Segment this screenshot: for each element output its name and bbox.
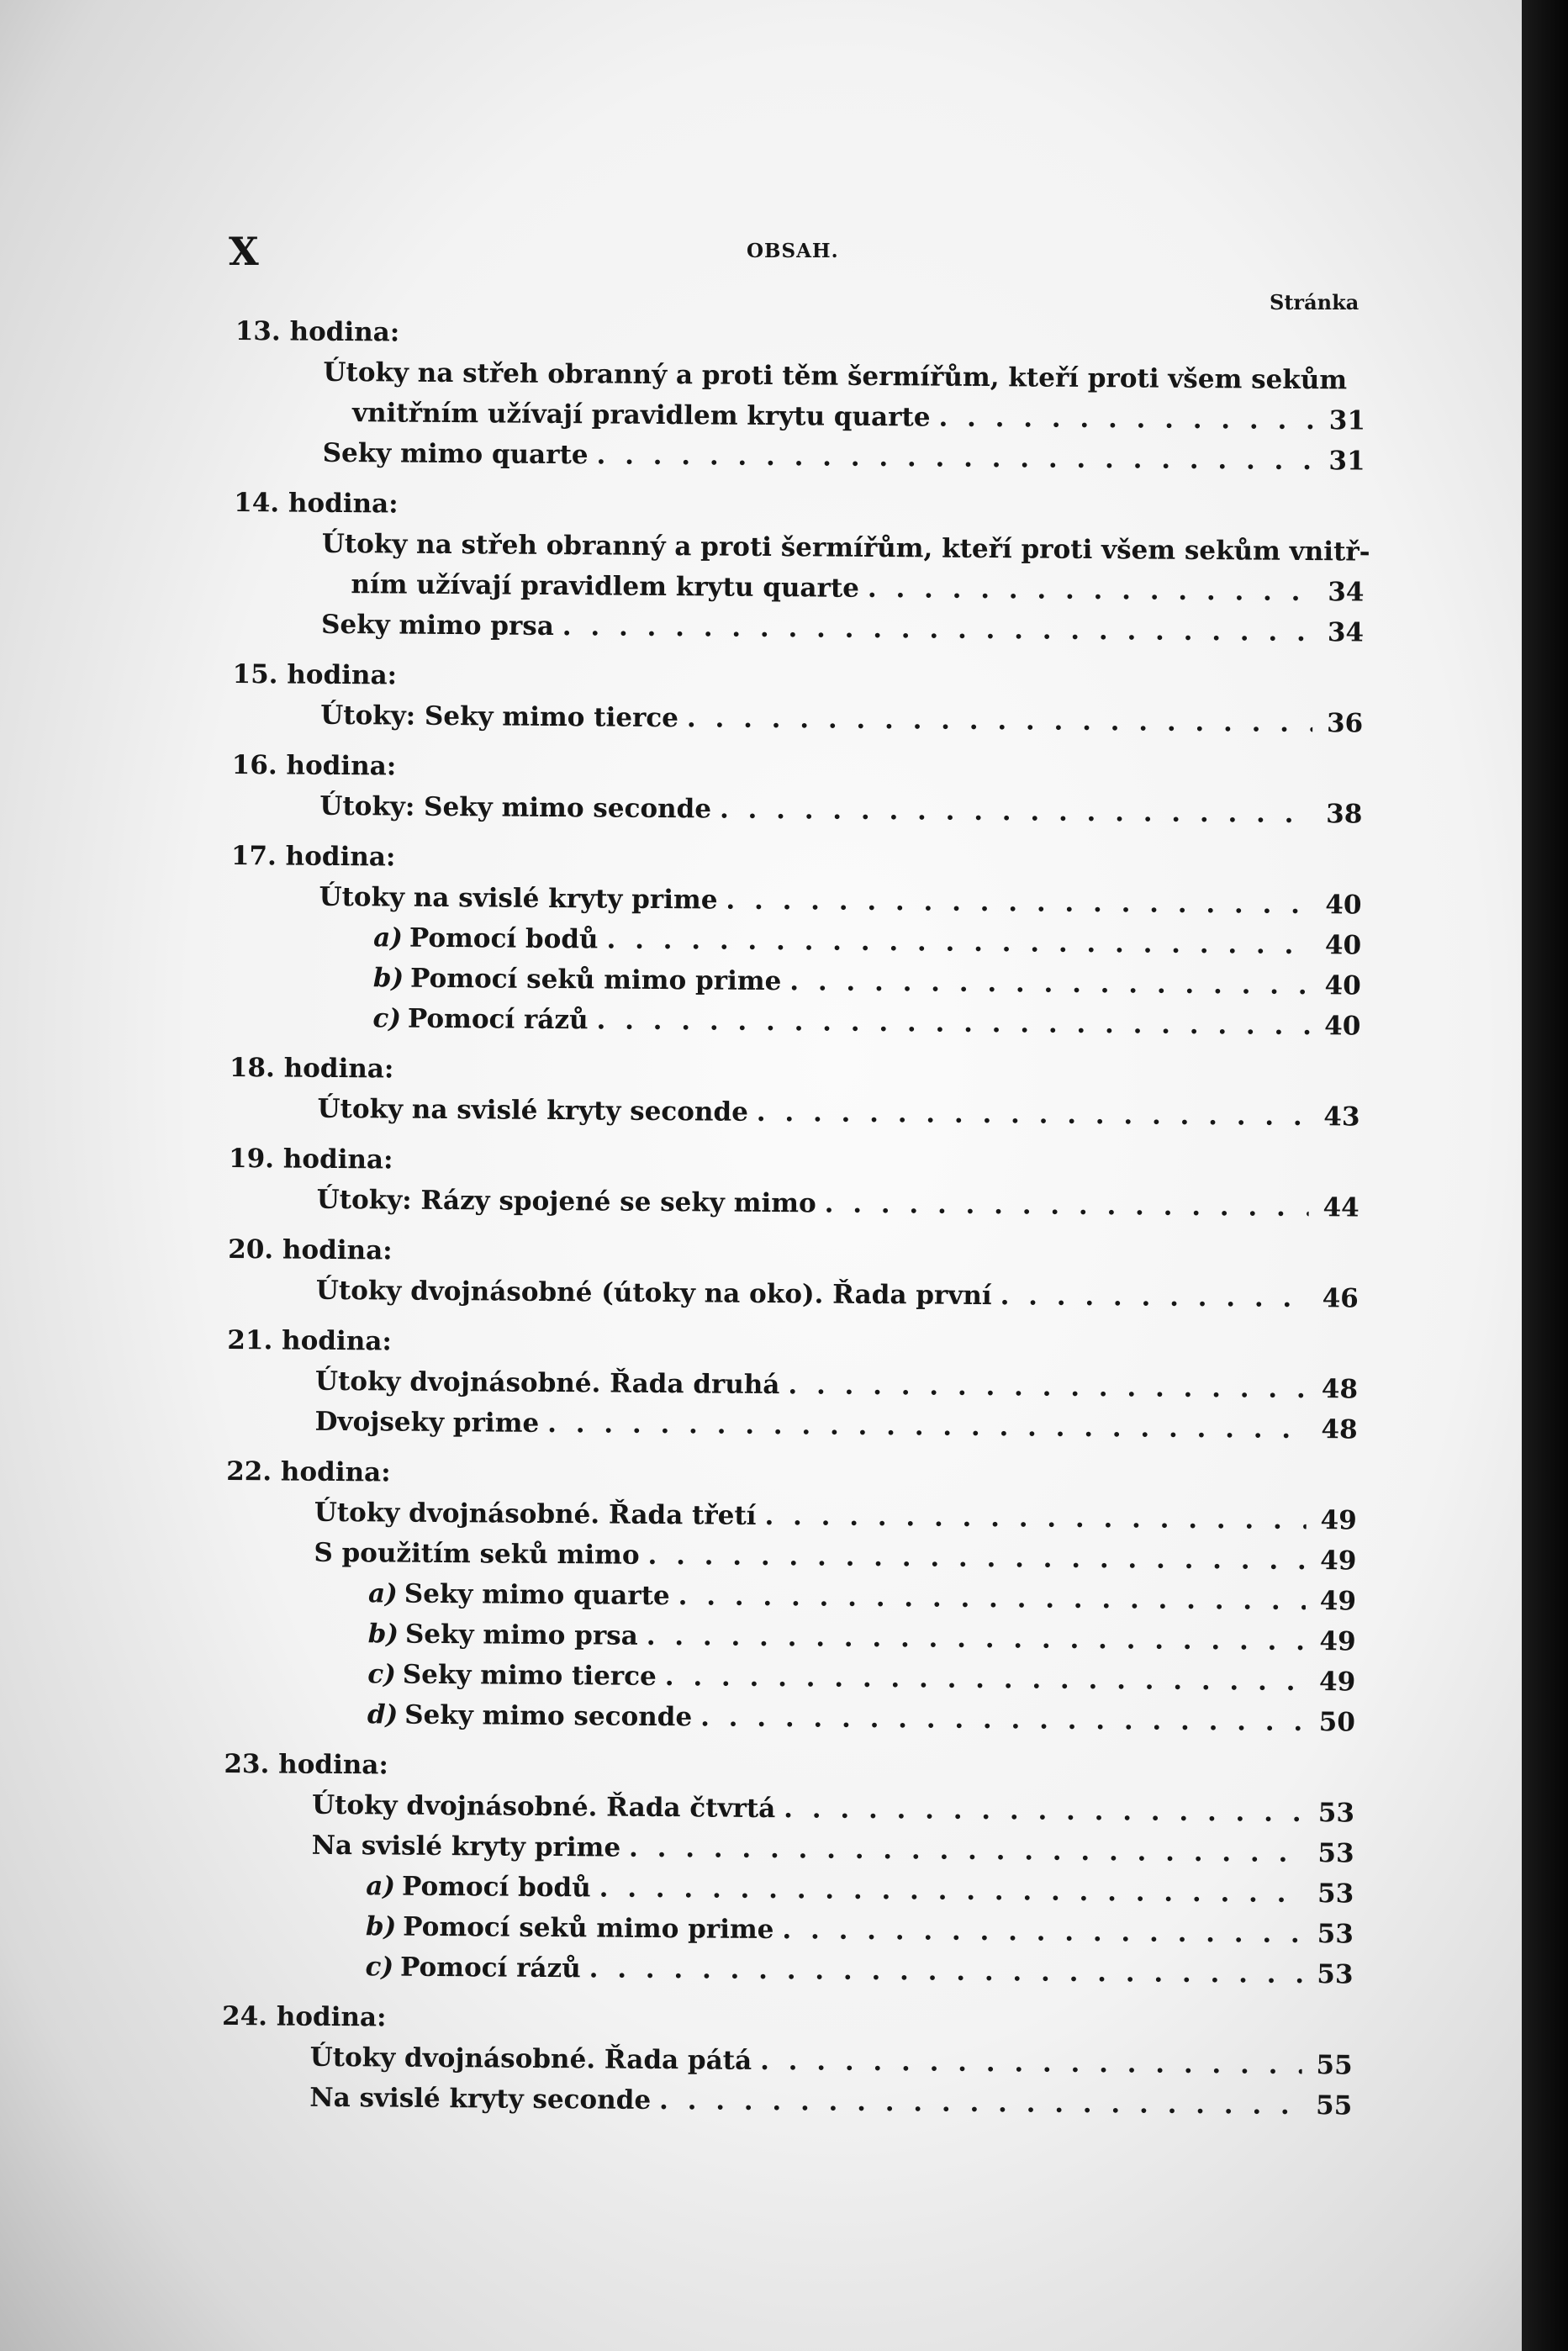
toc-entry-title: Seky mimo seconde xyxy=(404,1699,693,1733)
toc-entry-page: 48 xyxy=(1321,1374,1359,1405)
toc-entry-page: 40 xyxy=(1324,1011,1361,1042)
dot-leader xyxy=(825,1184,1309,1228)
toc-entry-title: Seky mimo tierce xyxy=(402,1659,657,1692)
toc-entry-page: 53 xyxy=(1317,1959,1354,1990)
toc-hour-heading: 19. hodina: xyxy=(228,1143,393,1176)
table-of-contents xyxy=(221,311,1370,2136)
dot-leader xyxy=(562,606,1314,652)
dot-leader xyxy=(596,435,1314,481)
toc-entry-title: Pomocí rázů xyxy=(399,1952,581,1984)
toc-entry-page: 49 xyxy=(1320,1545,1357,1577)
toc-entry-title: Pomocí rázů xyxy=(407,1003,589,1036)
toc-group xyxy=(221,1996,1353,2126)
dot-leader xyxy=(596,1000,1310,1046)
toc-entry-title: Útoky na svislé kryty prime xyxy=(319,881,718,916)
toc-hour-heading: 23. hodina: xyxy=(224,1748,389,1781)
dot-leader xyxy=(687,698,1313,743)
scan-edge-shadow xyxy=(1522,0,1568,2351)
toc-entry-title: Útoky dvojnásobné (útoky na oko). Řada první xyxy=(315,1275,992,1312)
toc-entry xyxy=(232,695,1363,744)
toc-hour-heading: 20. hodina: xyxy=(228,1234,393,1266)
dot-leader xyxy=(700,1697,1305,1742)
dot-leader xyxy=(547,1403,1307,1450)
toc-entry xyxy=(229,1088,1359,1138)
toc-entry-marker: b) xyxy=(372,963,404,994)
toc-group xyxy=(224,1451,1358,1743)
toc-entry-title: Pomocí seků mimo prime xyxy=(409,963,782,997)
toc-group xyxy=(229,1139,1360,1228)
toc-entry-marker: c) xyxy=(372,1003,402,1034)
dot-leader xyxy=(647,1616,1306,1662)
toc-entry-page: 53 xyxy=(1317,1838,1354,1869)
toc-entry-marker: a) xyxy=(373,922,404,954)
dot-leader xyxy=(788,1365,1307,1409)
toc-entry-page: 49 xyxy=(1319,1626,1356,1657)
toc-entry-title: Útoky: Seky mimo seconde xyxy=(319,790,712,825)
toc-entry-title: Na svislé kryty seconde xyxy=(309,2082,652,2116)
toc-entry-title: Útoky: Seky mimo tierce xyxy=(320,700,679,734)
toc-entry-marker: a) xyxy=(367,1578,398,1609)
toc-entry-title: S použitím seků mimo xyxy=(314,1537,640,1571)
toc-entry-page: 40 xyxy=(1324,970,1361,1001)
toc-entry-title: Na svislé kryty prime xyxy=(311,1830,621,1863)
dot-leader xyxy=(647,1535,1306,1581)
toc-entry-title: Seky mimo prsa xyxy=(404,1619,638,1651)
dot-leader xyxy=(726,880,1311,925)
toc-group xyxy=(234,311,1365,482)
dot-leader xyxy=(589,1948,1303,1994)
toc-entry-page: 31 xyxy=(1328,446,1365,477)
toc-entry-marker: a) xyxy=(366,1871,396,1902)
page-column-label: Stránka xyxy=(1270,290,1359,314)
page-number: X xyxy=(229,229,260,274)
toc-group xyxy=(229,1048,1360,1138)
toc-entry-page: 44 xyxy=(1323,1192,1359,1223)
toc-entry xyxy=(228,1270,1359,1319)
toc-group xyxy=(233,483,1370,653)
toc-entry-page: 49 xyxy=(1319,1586,1357,1617)
dot-leader xyxy=(599,1868,1304,1914)
dot-leader xyxy=(789,961,1311,1006)
toc-entry-title: Pomocí bodů xyxy=(401,1871,591,1904)
toc-entry-page: 38 xyxy=(1326,799,1363,830)
toc-entry-page: 50 xyxy=(1318,1707,1355,1738)
toc-group xyxy=(230,836,1362,1047)
toc-entry-page: 34 xyxy=(1328,577,1365,608)
toc-entry-page: 55 xyxy=(1316,2050,1353,2081)
dot-leader xyxy=(665,1656,1306,1702)
toc-entry-page: 53 xyxy=(1317,1878,1354,1910)
toc-entry-title: Seky mimo quarte xyxy=(322,437,589,471)
toc-entry-page: 34 xyxy=(1327,617,1365,648)
toc-entry-marker: c) xyxy=(367,1659,396,1690)
toc-hour-heading: 21. hodina: xyxy=(227,1324,392,1357)
toc-entry xyxy=(221,2077,1352,2126)
dot-leader xyxy=(720,790,1312,835)
toc-entry xyxy=(224,1693,1355,1743)
toc-entry-page: 31 xyxy=(1328,405,1366,436)
toc-entry xyxy=(229,1179,1359,1228)
dot-leader xyxy=(764,1496,1307,1540)
toc-group xyxy=(228,1229,1359,1319)
toc-entry-marker: c) xyxy=(365,1952,394,1983)
toc-entry-title: Útoky dvojnásobné. Řada druhá xyxy=(314,1366,780,1401)
toc-entry-page: 49 xyxy=(1318,1667,1356,1698)
toc-hour-heading: 22. hodina: xyxy=(226,1456,391,1488)
toc-entry-page: 40 xyxy=(1325,890,1362,921)
dot-leader xyxy=(760,2041,1302,2085)
dot-leader xyxy=(868,568,1314,612)
toc-entry-title: Útoky: Rázy spojené se seky mimo xyxy=(316,1184,816,1219)
toc-hour-heading: 24. hodina: xyxy=(221,2000,387,2033)
dot-leader xyxy=(782,1910,1303,1954)
toc-entry xyxy=(222,1946,1353,1995)
toc-hour-heading: 16. hodina: xyxy=(231,749,397,782)
toc-entry-title: Útoky dvojnásobné. Řada třetí xyxy=(314,1497,757,1531)
toc-entry-marker: d) xyxy=(367,1699,399,1730)
toc-group xyxy=(222,1744,1354,1995)
toc-entry xyxy=(230,997,1360,1047)
toc-hour-heading: 14. hodina: xyxy=(234,487,399,520)
toc-entry-title: ním užívají pravidlem krytu quarte xyxy=(351,569,860,604)
toc-entry-title: Útoky dvojnásobné. Řada čtvrtá xyxy=(311,1789,776,1825)
toc-entry-page: 40 xyxy=(1324,930,1362,961)
toc-entry xyxy=(233,604,1364,653)
toc-entry xyxy=(231,785,1362,835)
dot-leader xyxy=(757,1092,1310,1137)
toc-hour-heading: 13. hodina: xyxy=(235,315,400,348)
running-head: OBSAH. xyxy=(747,240,839,262)
toc-entry-page: 53 xyxy=(1317,1798,1355,1829)
toc-entry xyxy=(234,432,1365,482)
toc-entry xyxy=(226,1401,1357,1450)
dot-leader xyxy=(938,398,1315,441)
toc-entry-page: 36 xyxy=(1326,708,1364,739)
toc-entry-page: 55 xyxy=(1315,2090,1353,2121)
toc-entry-page: 53 xyxy=(1317,1919,1354,1950)
toc-entry-title: Útoky dvojnásobné. Řada pátá xyxy=(309,2042,752,2076)
dot-leader xyxy=(606,919,1311,965)
toc-entry-title: Pomocí bodů xyxy=(409,922,599,955)
toc-group xyxy=(231,745,1363,835)
toc-entry-title: Seky mimo quarte xyxy=(404,1578,670,1612)
toc-hour-heading: 15. hodina: xyxy=(232,658,398,691)
toc-entry-page: 49 xyxy=(1320,1505,1357,1536)
toc-entry-title: vnitřním užívají pravidlem krytu quarte xyxy=(351,398,931,433)
toc-entry-title: Seky mimo prsa xyxy=(320,609,555,642)
toc-group xyxy=(232,654,1364,744)
toc-entry-page: 48 xyxy=(1321,1414,1358,1445)
dot-leader xyxy=(678,1576,1307,1621)
toc-entry-page: 46 xyxy=(1322,1283,1359,1314)
toc-hour-heading: 17. hodina: xyxy=(230,840,396,873)
toc-entry-page: 43 xyxy=(1323,1102,1360,1133)
toc-group xyxy=(226,1320,1358,1450)
dot-leader xyxy=(659,2080,1302,2126)
toc-entry-marker: b) xyxy=(367,1619,399,1650)
toc-entry-title: Útoky na svislé kryty seconde xyxy=(317,1093,749,1128)
toc-hour-heading: 18. hodina: xyxy=(229,1052,394,1085)
toc-entry-text-line: Útoky na střeh obranný a proti těm šermířům, kteří proti všem sekům xyxy=(323,357,1348,396)
dot-leader xyxy=(629,1828,1304,1873)
toc-entry-marker: b) xyxy=(365,1911,397,1942)
toc-entry-title: Dvojseky prime xyxy=(314,1406,540,1439)
toc-entry-title: Pomocí seků mimo prime xyxy=(403,1911,774,1946)
toc-entry-text-line: Útoky na střeh obranný a proti šermířům, kteří proti všem sekům vnitř- xyxy=(321,528,1370,568)
dot-leader xyxy=(784,1788,1304,1833)
dot-leader xyxy=(1000,1276,1308,1318)
